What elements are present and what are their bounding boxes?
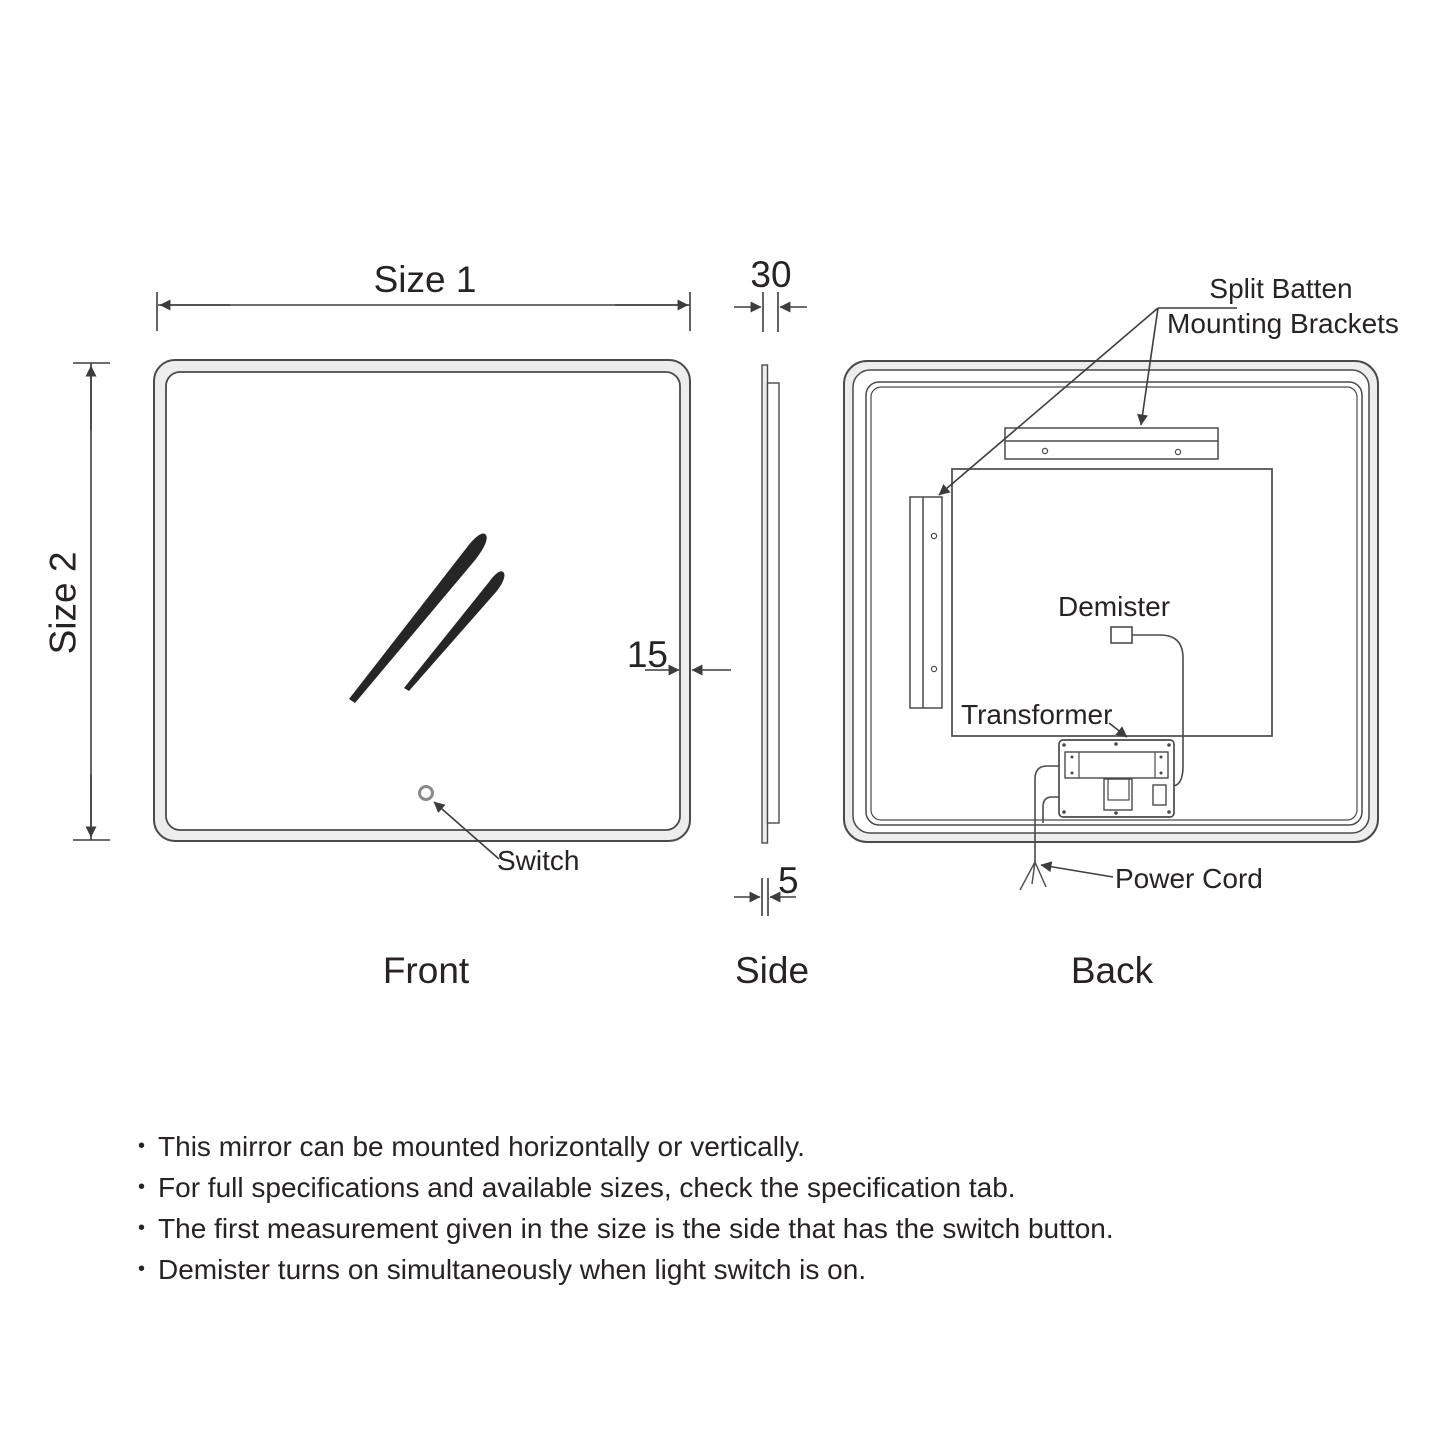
- bullet-icon: •: [138, 1217, 146, 1239]
- note-line-2: [138, 1169, 1398, 1210]
- split-batten-label-line2: Mounting Brackets: [1167, 308, 1399, 339]
- glass-5-label: 5: [778, 860, 799, 901]
- switch-button: [420, 787, 433, 800]
- front-view-label: Front: [382, 950, 470, 991]
- note-line-4: [138, 1251, 1398, 1292]
- frame-15-label: 15: [626, 634, 668, 675]
- transformer-label: Transformer: [961, 699, 1113, 730]
- mounting-bracket-vertical: [910, 497, 942, 708]
- note-text: For full specifications and available sizes, check the specification tab.: [158, 1172, 1016, 1203]
- power-cord-label: Power Cord: [1115, 863, 1263, 894]
- front-inner-frame: [166, 372, 680, 830]
- note-text: Demister turns on simultaneously when light switch is on.: [158, 1254, 867, 1285]
- bullet-icon: •: [138, 1258, 146, 1280]
- dim-30: [734, 292, 807, 332]
- note-line-1: [138, 1128, 1398, 1169]
- size2-label: Size 2: [42, 551, 84, 655]
- bullet-icon: •: [138, 1176, 146, 1198]
- back-view-label: Back: [1070, 950, 1154, 991]
- thickness-30-label: 30: [750, 254, 792, 295]
- bullet-icon: •: [138, 1135, 146, 1157]
- cord-end-splay: [1020, 862, 1046, 890]
- split-batten-label-line1: Split Batten: [1209, 273, 1353, 304]
- side-view: [762, 365, 779, 843]
- front-view: [154, 360, 690, 841]
- note-text: This mirror can be mounted horizontally or vertically.: [158, 1131, 805, 1162]
- mounting-bracket-horizontal: [1005, 428, 1218, 459]
- transformer-box: [1059, 740, 1174, 817]
- demister-label: Demister: [1058, 591, 1171, 622]
- side-glass-profile: [762, 365, 768, 843]
- note-text: The first measurement given in the size is the side that has the switch button.: [158, 1213, 1114, 1244]
- size1-label: Size 1: [373, 259, 477, 300]
- side-view-label: Side: [734, 950, 810, 991]
- switch-label: Switch: [497, 845, 580, 876]
- back-view: [844, 361, 1378, 890]
- notes-list: [138, 1128, 1398, 1292]
- side-backing-profile: [768, 383, 780, 823]
- power-cord-leader-arrow: [1041, 865, 1113, 877]
- note-line-3: [138, 1210, 1398, 1251]
